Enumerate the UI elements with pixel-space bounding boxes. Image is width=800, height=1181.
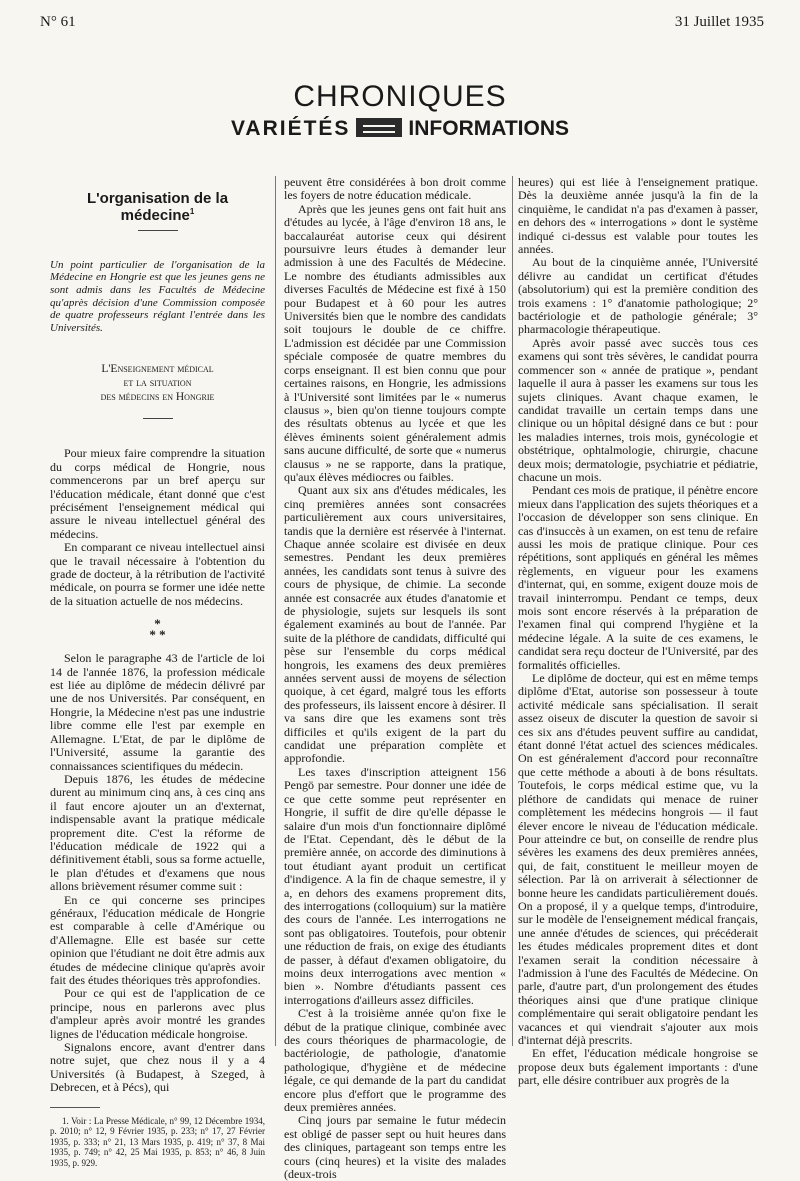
paragraph: Cinq jours par semaine le futur médecin est obligé de passer sept ou huit heures dans des cliniques, partageant son temps entre les cours (cinq heures) et la visite des malades (deux-trois [284,1113,506,1181]
paragraph: peuvent être considérées à bon droit comme les foyers de notre éducation médicale. [284,175,506,203]
paragraph: Selon le paragraphe 43 de l'article de loi 14 de l'année 1876, la profession médicale est liée au diplôme de médecin délivré par une de nos Universités. Par conséquent, en Hongrie, la Médecine n'est pas une industrie libre comme elle l'est par exemple en Allemagne. L'Etat, de par le diplôme de l'Université, assume la garantie des connaissances scientifiques du médecin. [50,651,265,773]
paragraph: Quant aux six ans d'études médicales, les cinq premières années sont consacrées particulièrement aux cours universitaires, tandis que la dernière est réservée à l'internat. Chaque année scolaire est divisée en deux semestres. Pendant les deux premières années, les candidats sont tenus à suivre des cours de physique, de chimie. La seconde année est consacrée aux études d'anatomie et de physiologie, sujets sur lesquels ils sont également examinés au bout de l'année. Par suite de la pléthore de candidats, difficulté qui pèse sur l'ensemble du corps médical hongrois, les examens des deux premières années servent aussi de moyens de sélection quoique, à cet égard, malgré tous les efforts des professeurs, ils laissent encore à désirer. Il va sans dire que les examens sont très difficiles et qu'ils exigent de la part du candidat une préparation complète et approfondie. [284,483,506,766]
section-stars [50,616,265,643]
star-row: * * [149,627,166,643]
section-title-line: et la situation [123,377,192,390]
article-title [50,192,265,223]
section-title-line: des médecins en Hongrie [100,391,215,404]
paragraph: Après que les jeunes gens ont fait huit ans d'études au lycée, à l'âge d'environ 18 ans, le baccalauréat autorise ceux qui désirent poursuivre leurs études à demander leur admission à une des Facultés de Médecine. Le nombre des étudiants admissibles aux diverses Facultés de Médecine est fixé à 150 pour Budapest et à 60 pour les autres Universités bien que le nombre des candidats soit toujours le double de ce chiffre. L'admission est décidée par une Commission spéciale composée de quatre membres du corps enseignant. Il est bien connu que pour certaines raisons, en Hongrie, les admissions à l'Université sont limitées par le « numerus clausus », bien qu'on tienne toujours compte des résultats obtenus au lycée et que les élèves éminents soient généralement admis sans aucune difficulté, de sorte que « numerus clausus » ne se rapporte, dans la pratique, qu'aux élèves médiocres ou faibles. [284,201,506,484]
masthead-right-word: INFORMATIONS [408,117,570,140]
paragraph: C'est à la troisième année qu'on fixe le début de la pratique clinique, combinée avec des cours théoriques de pharmacologie, de bactériologie, de pathologie, d'anatomie pathologique, d'hygiène et de médecine légale, ce qui demande de la part du candidat encore plus d'effort que le programme des deux premières années. [284,1006,506,1115]
article-intro: Un point particulier de l'organisation de la Médecine en Hongrie est que les jeunes gens ne sont admis dans les Facultés de Médecine qu'après décision d'une Commission composée de quatre professeurs réglant l'entrée dans les Universités. [50,258,265,334]
column-1 [50,176,265,1169]
footnote: 1. Voir : La Presse Médicale, n° 99, 12 Décembre 1934, p. 2010; n° 12, 9 Février 1935, p. 233; n° 17, 27 Février 1935, p. 333; n° 21, 13 Mars 1935, p. 419; n° 37, 8 Mai 1935, p. 749; n° 42, 25 Mai 1935, p. 853; n° 46, 8 Juin 1935, p. 929. [50,1115,265,1169]
paragraph: En comparant ce niveau intellectuel ainsi que le travail nécessaire à l'obtention du grade de docteur, à la rétribution de l'activité médicale, on pourra se former une idée nette de la situation actuelle de nos médecins. [50,540,265,608]
title-rule [138,230,178,231]
paragraph: Signalons encore, avant d'entrer dans notre sujet, que chez nous il y a 4 Universités (à Budapest, à Szeged, à Debrecen, et à Pécs), qui [50,1040,265,1095]
press-logo-icon [356,118,402,137]
section-rule [143,418,173,419]
column-divider [512,176,513,1046]
issue-date: 31 Juillet 1935 [674,14,764,30]
paragraph: Les taxes d'inscription atteignent 156 Pengö par semestre. Pour donner une idée de ce que cette somme peut représenter en Hongrie, il suffit de dire qu'elle dépasse le salaire d'un mois d'un fonctionnaire diplômé de l'Etat. Cependant, dès le début de la première année, on accorde des diminutions à tout étudiant ayant produit un certificat d'indigence. A la fin de chaque semestre, il y a, en dehors des examens proprement dits, des interrogations (colloquium) sur la matière des cours de l'année. Les interrogations ne sont pas obligatoires. Toutefois, pour obtenir une réduction de frais, on exige des étudiants de passer, à défaut d'examen obligatoire, du moins deux interrogations avec mention « bien ». Nombre d'étudiants passent ces interrogations d'ailleurs assez difficiles. [284,764,506,1007]
title-footnote-ref: 1 [189,207,195,217]
article-title-text: L'organisation de la médecine [86,190,229,225]
paragraph: En ce qui concerne ses principes généraux, l'éducation médicale de Hongrie est comparable à celle d'Amérique ou d'Allemagne. Elle est basée sur cette opinion que l'étudiant ne doit être admis aux études de médecine clinique qu'après avoir fait des études théoriques très approfondies. [50,892,265,987]
paragraph: heures) qui est liée à l'enseignement pratique. Dès la deuxième année jusqu'à la fin de la cinquième, le candidat n'a pas d'examen à passer, en dehors des « interrogations » dont le système indiqué ci-dessus est valable pour toutes les années. [518,175,758,257]
column-2 [284,176,506,1181]
star-top: * [154,616,161,632]
masthead [0,80,800,142]
paragraph: Au bout de la cinquième année, l'Université délivre au candidat un certificat d'études (absolutorium) qui est la première condition des trois examens : 1° d'anatomie pathologique; 2° bactériologie et de pathologie générale; 3° pharmacologie thérapeutique. [518,255,758,337]
section-title [50,362,265,404]
paragraph: Pendant ces mois de pratique, il pénètre encore mieux dans l'application des sujets théoriques et a l'occasion de développer son sens clinique. En cas d'insuccès à un examen, on est tenu de refaire aussi les mois de pratique clinique. Pour ces répétitions, sont appliqués en général les mêmes règlements, en vigueur pour les examens d'internat, qui, en somme, exigent douze mois de travail ininterrompu. Pendant ce temps, deux mois sont encore réservés à la préparation de l'examen final qui comprend l'hygiène et la médecine légale. A la suite de ces examens, le candidat sera reçu docteur de l'Université, par des formalités officielles. [518,483,758,672]
column-3 [518,176,758,1088]
section-title-line: L'Enseignement médical [101,363,214,376]
issue-number: N° 61 [40,14,76,30]
column-divider [275,176,276,1046]
paragraph: Après avoir passé avec succès tous ces examens qui sont très sévères, le candidat pourra commencer son « année de pratique », pendant laquelle il aura à passer les examens sur tous les sujets cliniques. Avant chaque examen, le candidat travaille un certain temps dans une clinique ou un hôpital désigné dans ce but : pour les maladies internes, trois mois, gynécologie et obstétrique, ophtalmologie, chirurgie, chacune deux mois; dermatologie, psychiatrie et pédiatrie, chacune un mois. [518,335,758,484]
masthead-title: CHRONIQUES [293,80,507,113]
paragraph: Pour mieux faire comprendre la situation du corps médical de Hongrie, nous commencerons par un bref aperçu sur l'éducation médicale, étant donné que c'est précisément l'enseignement médical qui assure le niveau intellectuel général des médecins. [50,446,265,541]
footnote-rule [50,1107,100,1108]
paragraph: Le diplôme de docteur, qui est en même temps diplôme d'Etat, autorise son possesseur à toute activité médicale sans spécialisation. Il serait assez oiseux de discuter la question de savoir si ces six ans d'études peuvent suffire au candidat, étant donné l'état actuel des sciences médicales. On est généralement d'accord pour reconnaître que cette méthode a abouti à de bons résultats. Toutefois, le corps médical estime que, vu la pléthore de candidats qui menace de ruiner complètement les médecins hongrois — il faut élever encore le niveau de l'éducation médicale. Pour atteindre ce but, on conseille de rendre plus sévères les examens des deux premières années, qui, de fait, constituent le meilleur moyen de sélection. Par là on arriverait à sélectionner de bonne heure les candidats particulièrement doués. On a proposé, il y a quelque temps, d'introduire, sur le modèle de l'enseignement médical français, une année d'études de sciences, qui précéderait les études médicales proprement dites et dont l'examen serait la condition nécessaire à l'admission à l'une des Facultés de Médecine. On parle, d'autre part, d'un prolongement des études théoriques ainsi que d'une pratique clinique complémentaire qui serait obligatoire pendant les vacances et qui viendrait s'ajouter aux mois d'internat déjà prescrits. [518,671,758,1047]
paragraph: En effet, l'éducation médicale hongroise se propose deux buts également importants : d'une part, elle désire contribuer aux progrès de la [518,1046,758,1088]
paragraph: Depuis 1876, les études de médecine durent au minimum cinq ans, à ces cinq ans il faut encore ajouter un an d'externat, indispensable avant la pratique médicale proprement dite. C'est la réforme de l'éducation médicale de 1922 qui a définitivement établi, sous sa forme actuelle, le plan d'études et d'examens que nous allons brièvement résumer comme suit : [50,771,265,894]
masthead-left-word: VARIÉTÉS [230,117,351,140]
masthead-subtitle [0,116,800,142]
paragraph: Pour ce qui est de l'application de ce principe, nous en parlerons avec plus d'ampleur après avoir montré les grandes lignes de l'éducation médicale hongroise. [50,986,265,1041]
